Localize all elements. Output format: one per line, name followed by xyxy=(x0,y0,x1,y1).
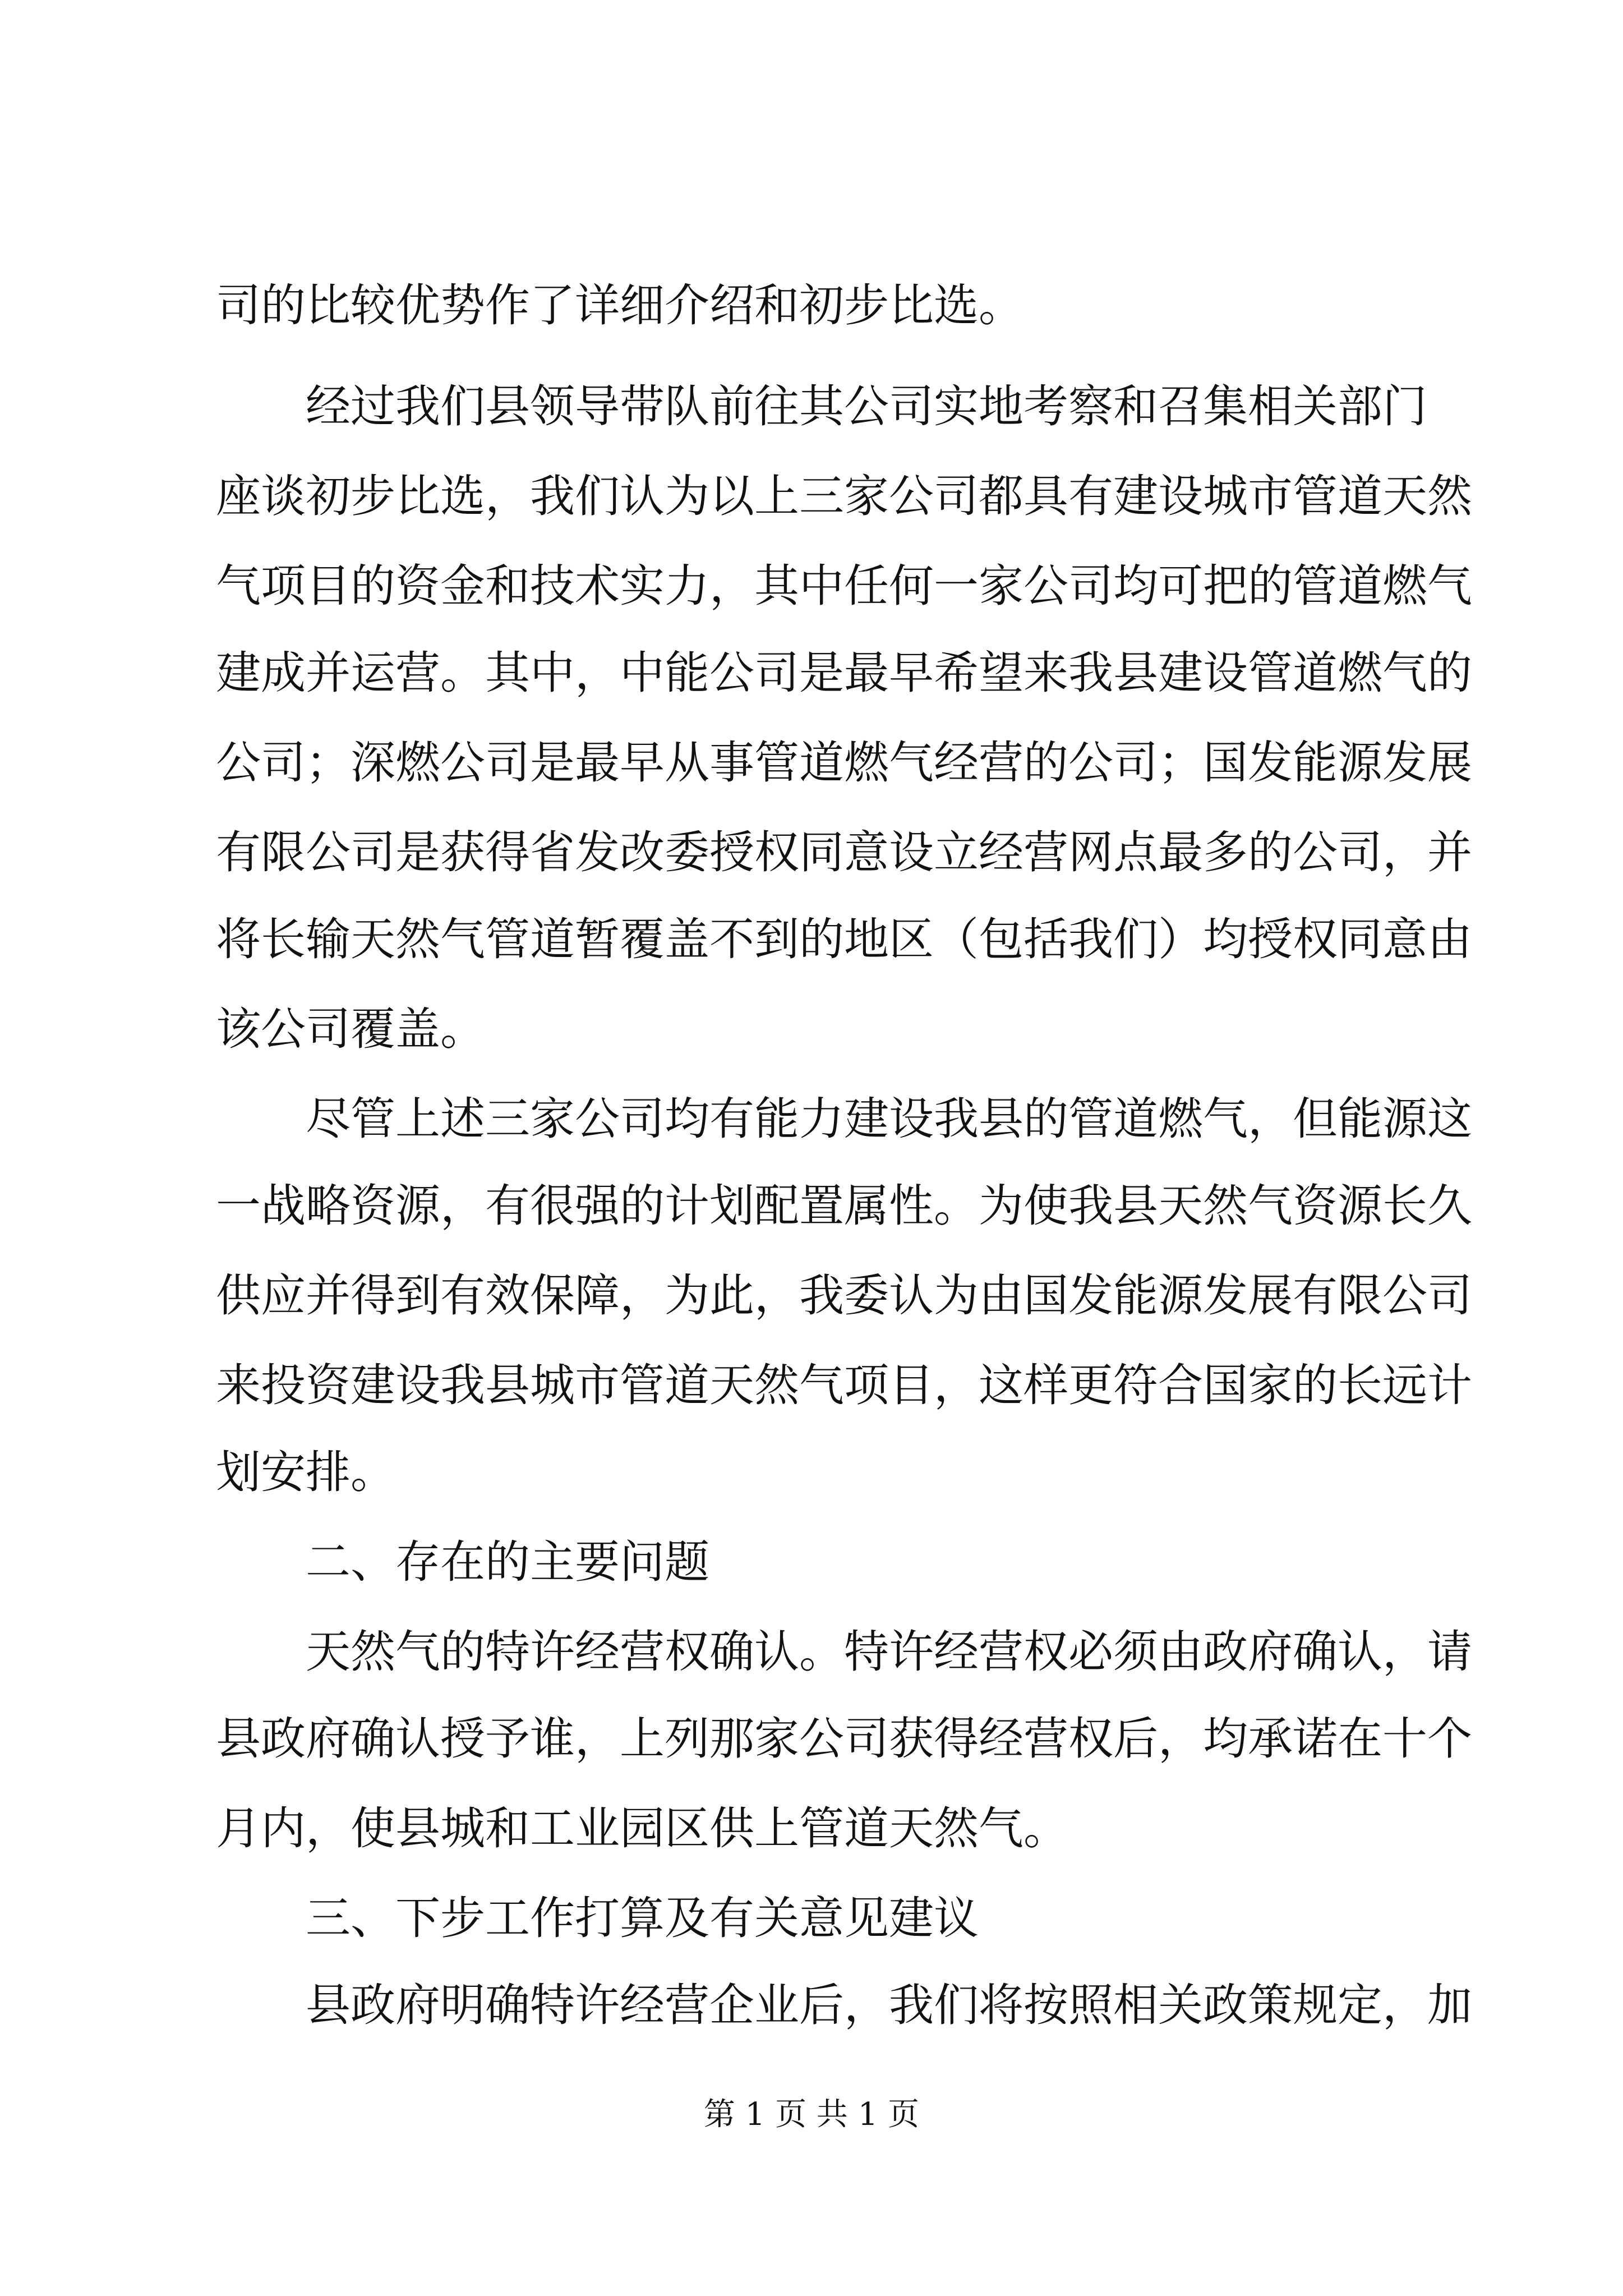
text-line: 天然气的特许经营权确认。特许经营权必须由政府确认，请 xyxy=(306,1626,1472,1678)
text-line: 县政府明确特许经营企业后，我们将按照相关政策规定，加 xyxy=(306,1979,1472,2031)
text-line: 气项目的资金和技术实力，其中任何一家公司均可把的管道燃气 xyxy=(216,560,1472,612)
text-line: 将长输天然气管道暂覆盖不到的地区（包括我们）均授权同意由 xyxy=(216,913,1472,965)
text-line: 尽管上述三家公司均有能力建设我县的管道燃气，但能源这 xyxy=(306,1093,1472,1145)
text-line: 经过我们县领导带队前往其公司实地考察和召集相关部门 xyxy=(306,380,1427,432)
section-heading: 三、下步工作打算及有关意见建议 xyxy=(306,1892,979,1944)
text-line: 座谈初步比选，我们认为以上三家公司都具有建设城市管道天然 xyxy=(216,470,1472,522)
text-line: 该公司覆盖。 xyxy=(216,1003,485,1055)
page-number-footer: 第 1 页 共 1 页 xyxy=(703,2096,920,2133)
text-line: 一战略资源，有很强的计划配置属性。为使我县天然气资源长久 xyxy=(216,1180,1472,1232)
text-line: 划安排。 xyxy=(216,1446,395,1498)
text-line: 公司；深燃公司是最早从事管道燃气经营的公司；国发能源发展 xyxy=(216,737,1472,789)
text-line: 司的比较优势作了详细介绍和初步比选。 xyxy=(216,279,1023,332)
text-line: 月内，使县城和工业园区供上管道天然气。 xyxy=(216,1802,1068,1855)
text-line: 供应并得到有效保障，为此，我委认为由国发能源发展有限公司 xyxy=(216,1269,1472,1322)
text-line: 县政府确认授予谁，上列那家公司获得经营权后，均承诺在十个 xyxy=(216,1713,1472,1765)
text-line: 有限公司是获得省发改委授权同意设立经营网点最多的公司，并 xyxy=(216,826,1472,878)
text-line: 建成并运营。其中，中能公司是最早希望来我县建设管道燃气的 xyxy=(216,647,1472,699)
section-heading: 二、存在的主要问题 xyxy=(306,1536,709,1588)
text-line: 来投资建设我县城市管道天然气项目，这样更符合国家的长远计 xyxy=(216,1359,1472,1411)
